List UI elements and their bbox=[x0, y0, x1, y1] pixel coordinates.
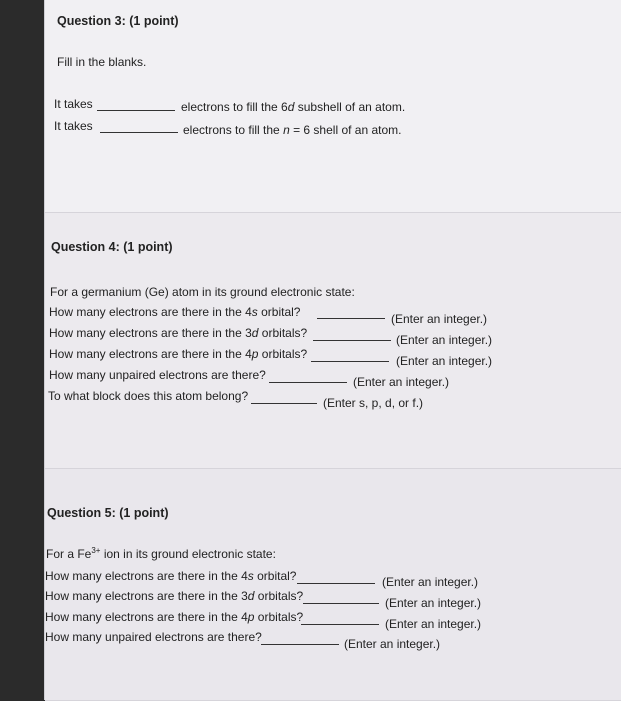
q5-row1-text: How many electrons are there in the 4s orbital? bbox=[45, 569, 297, 583]
q3-row2-prefix: It takes bbox=[54, 119, 93, 133]
q3-row1-prefix: It takes bbox=[54, 97, 93, 111]
q5-row4-hint: (Enter an integer.) bbox=[344, 637, 441, 651]
q4-row2-hint: (Enter an integer.) bbox=[396, 333, 493, 347]
question-5-title: Question 5: (1 point) bbox=[47, 506, 169, 520]
question-5-card bbox=[45, 469, 621, 701]
q5-row3-text: How many electrons are there in the 4p orbitals? bbox=[45, 610, 304, 624]
q4-blank-3d[interactable] bbox=[313, 340, 391, 341]
q3-row1-suffix: electrons to fill the 6d subshell of an atom. bbox=[181, 100, 406, 114]
q4-row3-hint: (Enter an integer.) bbox=[396, 354, 493, 368]
q5-row4-text: How many unpaired electrons are there? bbox=[45, 630, 262, 644]
question-3-card bbox=[45, 0, 621, 213]
q4-row1-hint: (Enter an integer.) bbox=[391, 312, 488, 326]
q4-blank-4p[interactable] bbox=[311, 361, 389, 362]
q4-row2-text: How many electrons are there in the 3d orbitals? bbox=[49, 326, 308, 340]
question-3-instruction: Fill in the blanks. bbox=[57, 55, 147, 69]
question-4-title: Question 4: (1 point) bbox=[51, 240, 173, 254]
question-4-card bbox=[45, 213, 621, 469]
question-3-title: Question 3: (1 point) bbox=[57, 14, 179, 28]
q4-blank-4s[interactable] bbox=[317, 318, 385, 319]
question-5-intro: For a $Fe^{3+}$ ion in its ground electronic state: bbox=[46, 546, 276, 561]
q3-blank-n6-shell[interactable] bbox=[100, 132, 178, 133]
q4-row4-hint: (Enter an integer.) bbox=[353, 375, 450, 389]
q5-row1-hint: (Enter an integer.) bbox=[382, 575, 479, 589]
q4-row3-text: How many electrons are there in the 4p orbitals? bbox=[49, 347, 308, 361]
question-sheet bbox=[44, 0, 621, 700]
q5-row2-hint: (Enter an integer.) bbox=[385, 596, 482, 610]
q5-blank-unpaired[interactable] bbox=[261, 644, 339, 645]
q3-row2-suffix: electrons to fill the n = 6 shell of an atom. bbox=[183, 123, 402, 137]
q5-blank-4p[interactable] bbox=[301, 624, 379, 625]
q4-blank-unpaired[interactable] bbox=[269, 382, 347, 383]
q5-blank-4s[interactable] bbox=[297, 583, 375, 584]
question-4-intro: For a germanium (Ge) atom in its ground electronic state: bbox=[50, 285, 355, 299]
q3-blank-6d-subshell[interactable] bbox=[97, 110, 175, 111]
q4-row5-hint: (Enter s, p, d, or f.) bbox=[323, 396, 424, 410]
q4-row5-text: To what block does this atom belong? bbox=[48, 389, 249, 403]
q5-row2-text: How many electrons are there in the 3d orbitals? bbox=[45, 589, 304, 603]
q5-row3-hint: (Enter an integer.) bbox=[385, 617, 482, 631]
q5-blank-3d[interactable] bbox=[303, 603, 379, 604]
q4-row1-text: How many electrons are there in the 4s orbital? bbox=[49, 305, 301, 319]
q4-blank-block[interactable] bbox=[251, 403, 317, 404]
q4-row4-text: How many unpaired electrons are there? bbox=[49, 368, 266, 382]
